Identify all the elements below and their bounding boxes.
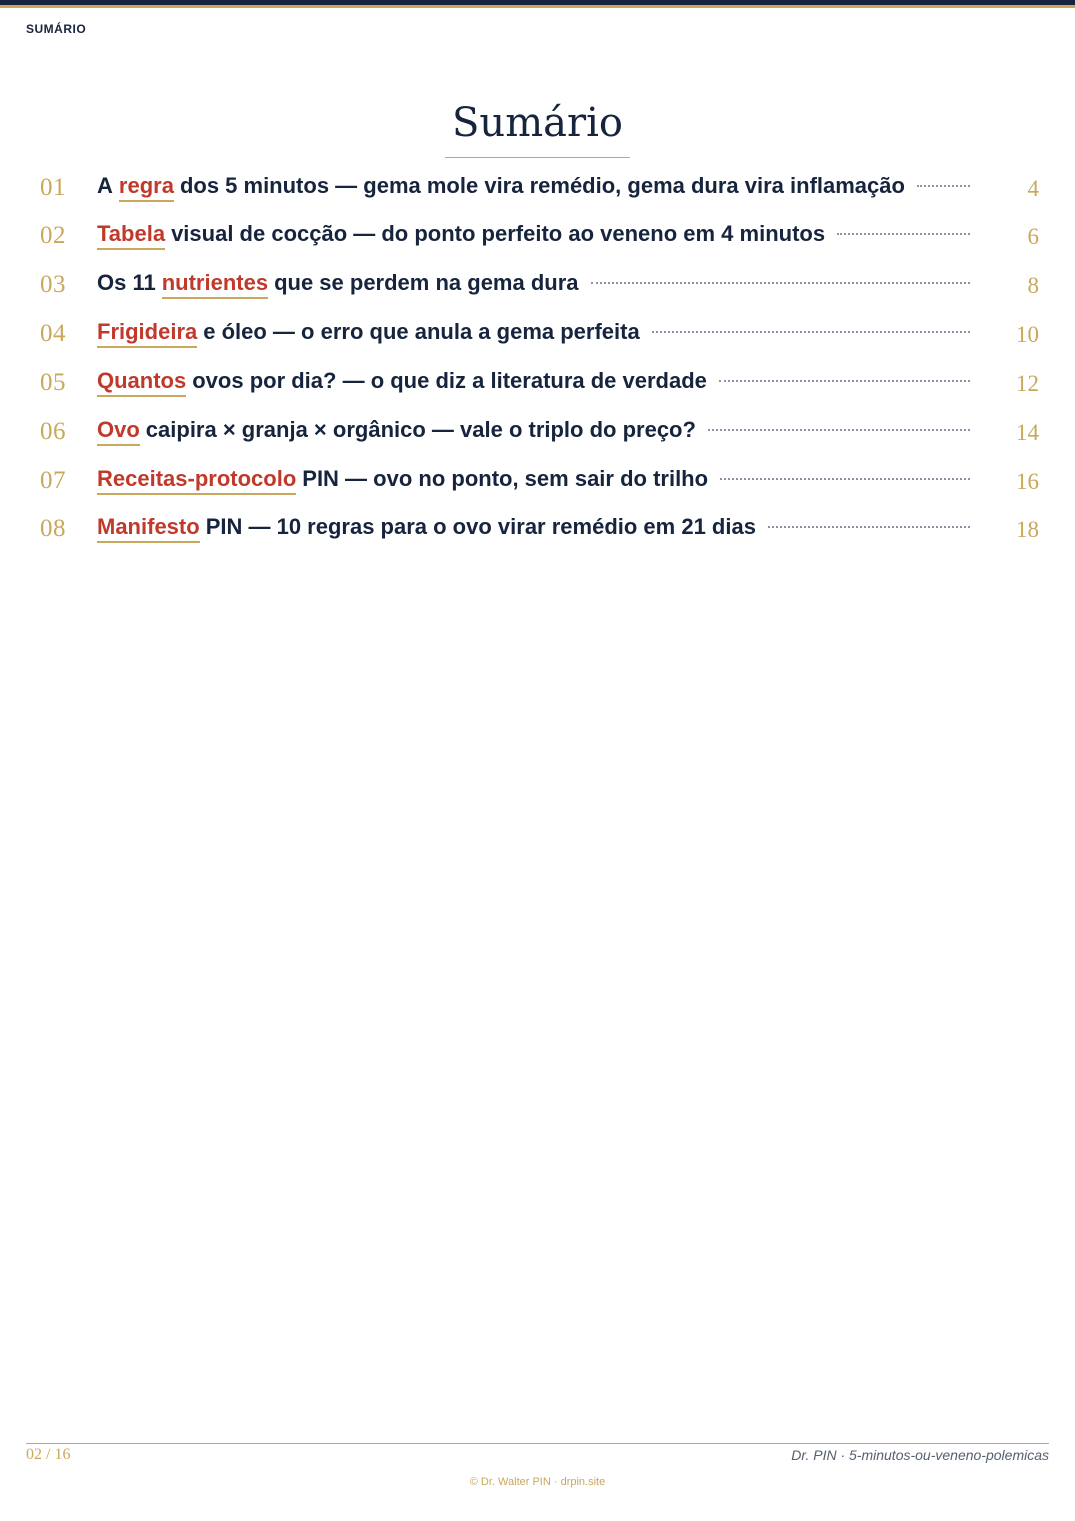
toc-page-number: 18 xyxy=(1016,517,1039,542)
toc-item-06[interactable] xyxy=(0,414,1075,454)
toc-page-number: 16 xyxy=(1016,469,1039,494)
toc-item-05[interactable] xyxy=(0,365,1075,405)
dot-leader xyxy=(591,282,970,284)
toc-item-01[interactable] xyxy=(0,170,1075,210)
toc-entry-keyword: Manifesto xyxy=(97,514,200,543)
toc-entry-rest: PIN — 10 regras para o ovo virar remédio em 21 dias xyxy=(205,514,756,539)
footer-doc-label: Dr. PIN · 5-minutos-ou-veneno-polemicas xyxy=(791,1447,1049,1463)
toc-entry-rest: caipira × granja × orgânico — vale o triplo do preço? xyxy=(145,417,696,442)
toc-entry-rest: PIN — ovo no ponto, sem sair do trilho xyxy=(302,466,709,491)
dot-leader xyxy=(917,185,970,187)
toc-number: 05 xyxy=(40,369,66,396)
toc-entry-title xyxy=(97,417,970,446)
toc-entry-title xyxy=(97,221,970,250)
footer-rule xyxy=(26,1443,1049,1444)
toc-entry-keyword: Quantos xyxy=(97,368,186,397)
page-title: Sumário xyxy=(452,100,623,146)
toc-entry-rest: visual de cocção — do ponto perfeito ao veneno em 4 minutos xyxy=(171,221,826,246)
toc-number: 02 xyxy=(40,222,66,249)
running-head: SUMÁRIO xyxy=(26,22,87,36)
top-bar-gold xyxy=(0,5,1075,8)
toc-entry-rest: e óleo — o erro que anula a gema perfeita xyxy=(203,319,640,344)
footer-copyright: © Dr. Walter PIN · drpin.site xyxy=(469,1476,606,1488)
toc-item-08[interactable] xyxy=(0,511,1075,551)
toc-page-number: 4 xyxy=(1027,176,1039,201)
toc-entry-prefix: Os 11 xyxy=(97,270,156,295)
toc-number: 08 xyxy=(40,515,66,542)
toc-page-number: 14 xyxy=(1016,420,1039,445)
footer-page-indicator: 02 / 16 xyxy=(26,1446,71,1463)
toc-number: 07 xyxy=(40,467,66,494)
toc-entry-title xyxy=(97,173,970,202)
toc-entry-title xyxy=(97,466,970,495)
toc-number: 03 xyxy=(40,271,66,298)
dot-leader xyxy=(837,233,970,235)
title-underline xyxy=(445,157,630,158)
toc-number: 06 xyxy=(40,418,66,445)
toc-item-03[interactable] xyxy=(0,267,1075,307)
toc-page-number: 8 xyxy=(1027,273,1039,298)
dot-leader xyxy=(720,478,970,480)
toc-entry-title xyxy=(97,368,970,397)
toc-entry-title xyxy=(97,319,970,348)
toc-number: 04 xyxy=(40,320,66,347)
toc-entry-keyword: regra xyxy=(119,173,174,202)
toc-item-07[interactable] xyxy=(0,463,1075,503)
dot-leader xyxy=(708,429,970,431)
toc-entry-keyword: Receitas-protocolo xyxy=(97,466,296,495)
toc-entry-keyword: Frigideira xyxy=(97,319,197,348)
toc-entry-keyword: nutrientes xyxy=(162,270,268,299)
dot-leader xyxy=(719,380,970,382)
toc-entry-title xyxy=(97,514,970,543)
toc-item-04[interactable] xyxy=(0,316,1075,356)
dot-leader xyxy=(652,331,970,333)
dot-leader xyxy=(768,526,970,528)
toc-entry-prefix: A xyxy=(97,173,113,198)
toc-number: 01 xyxy=(40,174,66,201)
toc-item-02[interactable] xyxy=(0,218,1075,258)
toc-page-number: 12 xyxy=(1016,371,1039,396)
toc-entry-keyword: Tabela xyxy=(97,221,165,250)
toc-page-number: 10 xyxy=(1016,322,1039,347)
toc-entry-rest: que se perdem na gema dura xyxy=(274,270,579,295)
toc-entry-keyword: Ovo xyxy=(97,417,140,446)
toc-entry-rest: dos 5 minutos — gema mole vira remédio, gema dura vira inflamação xyxy=(179,173,905,198)
toc-entry-rest: ovos por dia? — o que diz a literatura de verdade xyxy=(192,368,707,393)
toc-page-number: 6 xyxy=(1027,224,1039,249)
toc-entry-title xyxy=(97,270,970,299)
